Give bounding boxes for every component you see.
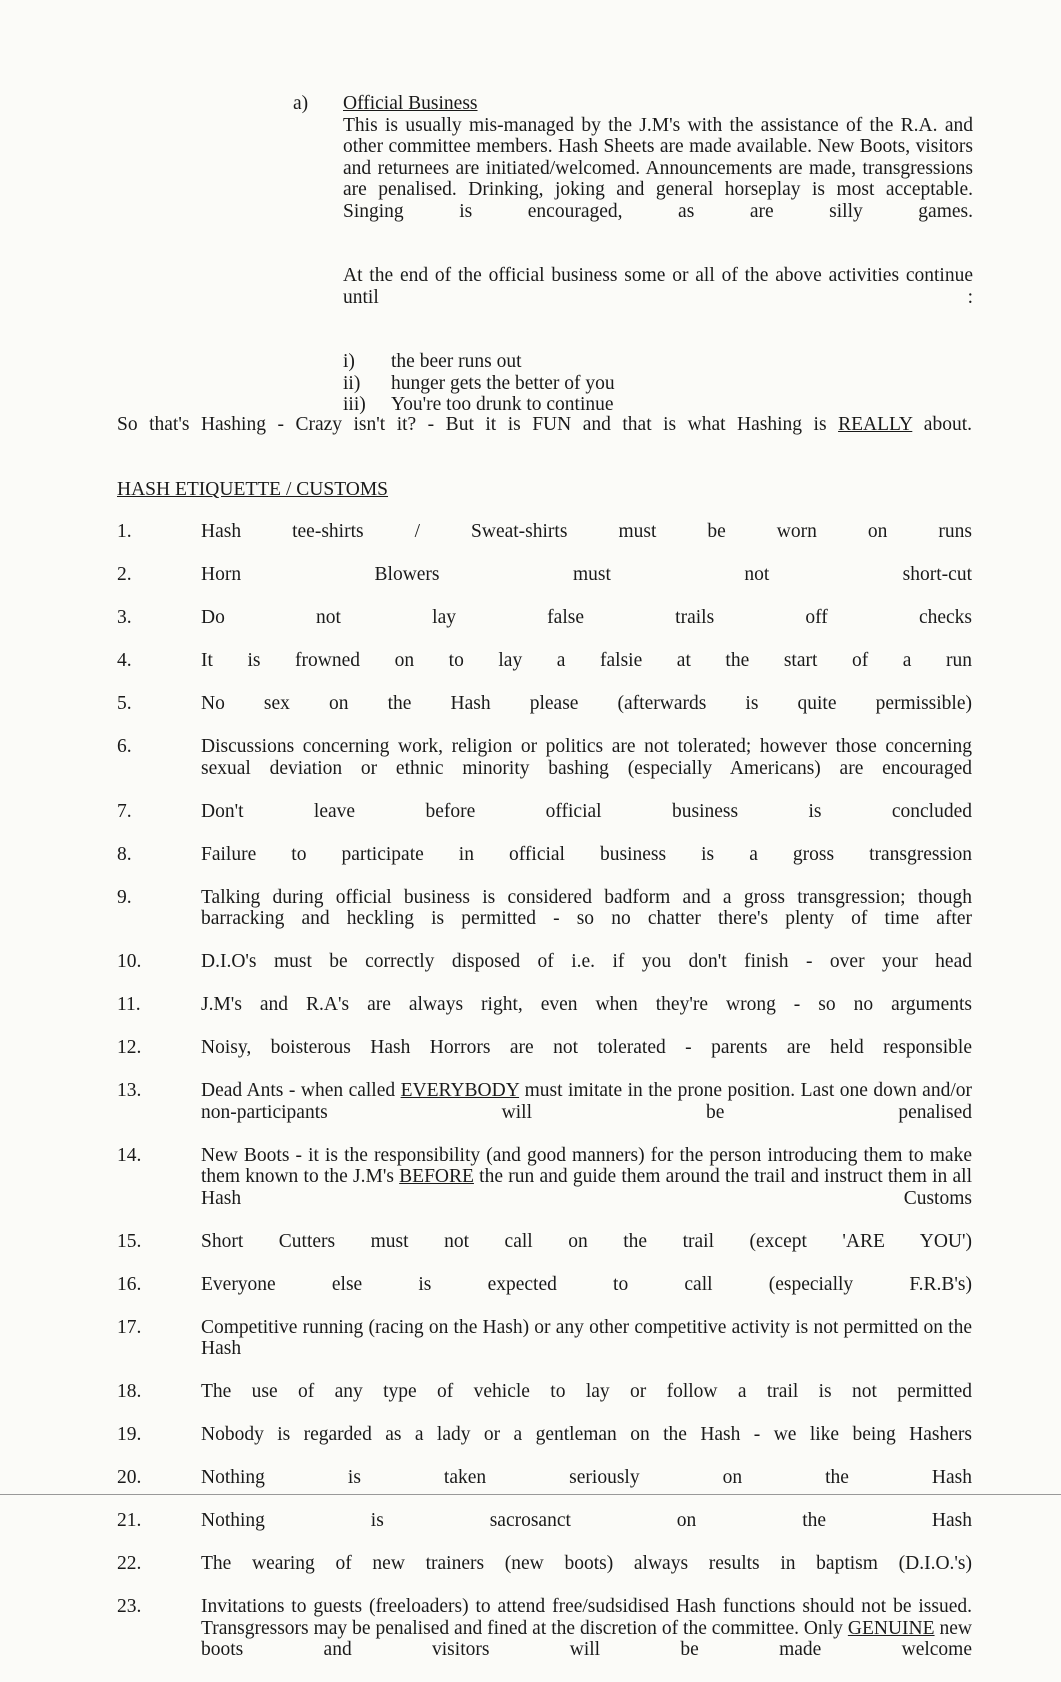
rule-text: J.M's and R.A's are always right, even when they're wrong - so no arguments bbox=[201, 994, 972, 1015]
rule-number: 3. bbox=[117, 607, 132, 628]
rule-text: The wearing of new trainers (new boots) always results in baptism (D.I.O.'s) bbox=[201, 1553, 972, 1574]
etiquette-rule bbox=[117, 521, 972, 564]
etiquette-rule bbox=[117, 887, 972, 952]
rule-number: 22. bbox=[117, 1553, 142, 1574]
rule-text: Everyone else is expected to call (especially F.R.B's) bbox=[201, 1273, 972, 1295]
etiquette-rule bbox=[117, 1424, 972, 1467]
etiquette-rule bbox=[117, 1553, 972, 1596]
rule-number: 23. bbox=[117, 1596, 142, 1617]
etiquette-rule bbox=[117, 1317, 972, 1382]
rule-number: 8. bbox=[117, 843, 132, 865]
rule-emphasis: GENUINE bbox=[847, 1617, 935, 1639]
list-item: iii) You're too drunk to continue bbox=[343, 394, 614, 415]
rule-number: 21. bbox=[117, 1510, 142, 1531]
etiquette-rule bbox=[117, 693, 972, 736]
etiquette-rule bbox=[117, 994, 972, 1037]
rule-text: Noisy, boisterous Hash Horrors are not tolerated - parents are held responsible bbox=[201, 1037, 972, 1058]
etiquette-rule bbox=[117, 844, 972, 887]
rule-number: 2. bbox=[117, 564, 132, 585]
emphasis-really: REALLY bbox=[838, 414, 913, 435]
rule-number: 20. bbox=[117, 1467, 142, 1488]
rule-emphasis: BEFORE bbox=[399, 1166, 474, 1187]
rule-number: 5. bbox=[117, 693, 132, 714]
rule-number: 12. bbox=[117, 1037, 142, 1058]
rule-text: Hash tee-shirts / Sweat-shirts must be worn on runs bbox=[201, 521, 972, 542]
rule-text: Nothing is taken seriously on the Hash bbox=[201, 1467, 972, 1488]
rule-number: 16. bbox=[117, 1273, 142, 1295]
rule-text: It is frowned on to lay a falsie at the start of a run bbox=[201, 650, 972, 671]
etiquette-rule bbox=[117, 1596, 972, 1682]
etiquette-rules-list bbox=[117, 521, 972, 1682]
rule-text: Nothing is sacrosanct on the Hash bbox=[201, 1510, 972, 1531]
etiquette-rule bbox=[117, 1231, 972, 1274]
rule-text: Failure to participate in official business is a gross transgression bbox=[201, 843, 972, 865]
rule-text: Invitations to guests (freeloaders) to attend free/sudsidised Hash functions should not be issued. Transgressors may be penalised and fined at the discretion of the committee. Only GENUINE new boots and visitors will be made welcome bbox=[201, 1596, 972, 1660]
rule-text: Nobody is regarded as a lady or a gentleman on the Hash - we like being Hashers bbox=[201, 1424, 972, 1445]
section-letter: a) bbox=[293, 93, 309, 114]
etiquette-rule bbox=[117, 1381, 972, 1424]
rule-text: Discussions concerning work, religion or politics are not tolerated; however those concerning sexual deviation or ethnic minority bashing (especially Americans) are encouraged bbox=[201, 736, 972, 779]
rule-number: 19. bbox=[117, 1424, 142, 1445]
rule-text: Horn Blowers must not short-cut bbox=[201, 564, 972, 585]
official-business-paragraph-2: At the end of the official business some or all of the above activities continue until : bbox=[343, 265, 973, 308]
rule-number: 9. bbox=[117, 886, 132, 908]
rule-text: Do not lay false trails off checks bbox=[201, 607, 972, 628]
rule-text: Talking during official business is considered badform and a gross transgression; though barracking and heckling is permitted - so no chatter there's plenty of time after bbox=[201, 886, 972, 929]
etiquette-rule bbox=[117, 951, 972, 994]
rule-emphasis: EVERYBODY bbox=[400, 1080, 520, 1101]
rule-number: 15. bbox=[117, 1230, 142, 1252]
official-business-paragraph-1: This is usually mis-managed by the J.M's with the assistance of the R.A. and other committee members. Hash Sheets are made available. New Boots, visitors and returnees are initiated/welcomed. Announcements are made, transgressions are penalised. Drinking, joking and general horseplay is most acceptable. Singing is encouraged, as are silly games. bbox=[343, 114, 973, 222]
rule-number: 7. bbox=[117, 800, 132, 822]
etiquette-rule bbox=[117, 650, 972, 693]
etiquette-rule bbox=[117, 1510, 972, 1553]
etiquette-rule bbox=[117, 1145, 972, 1231]
rule-text: Dead Ants - when called EVERYBODY must imitate in the prone position. Last one down and/or non-participants will be penalised bbox=[201, 1080, 972, 1123]
rule-text: D.I.O's must be correctly disposed of i.e. if you don't finish - over your head bbox=[201, 951, 972, 972]
rule-number: 11. bbox=[117, 994, 141, 1015]
rule-number: 18. bbox=[117, 1381, 142, 1402]
rule-number: 4. bbox=[117, 650, 132, 671]
rule-text: New Boots - it is the responsibility (and good manners) for the person introducing them to make them known to the J.M's BEFORE the run and guide them around the trail and instruct them in all Hash Customs bbox=[201, 1144, 973, 1209]
etiquette-rule bbox=[117, 1080, 972, 1145]
official-business-heading: Official Business bbox=[343, 93, 478, 114]
rule-number: 13. bbox=[117, 1080, 142, 1101]
rule-number: 17. bbox=[117, 1316, 142, 1338]
etiquette-rule bbox=[117, 736, 972, 801]
rule-number: 1. bbox=[117, 521, 132, 542]
list-item: i) the beer runs out bbox=[343, 351, 522, 372]
rule-number: 6. bbox=[117, 736, 132, 757]
etiquette-rule bbox=[117, 564, 972, 607]
page-edge-line bbox=[0, 1494, 1061, 1495]
etiquette-rule bbox=[117, 1467, 972, 1510]
etiquette-rule bbox=[117, 607, 972, 650]
rule-number: 14. bbox=[117, 1144, 142, 1166]
rule-text: Competitive running (racing on the Hash) or any other competitive activity is not permitted on the Hash bbox=[201, 1316, 972, 1359]
summary-paragraph: So that's Hashing - Crazy isn't it? - But it is FUN and that is what Hashing is REALLY about. bbox=[117, 414, 972, 435]
list-item: ii) hunger gets the better of you bbox=[343, 372, 615, 394]
etiquette-rule bbox=[117, 1274, 972, 1317]
rule-text: Don't leave before official business is concluded bbox=[201, 800, 972, 822]
etiquette-rule bbox=[117, 1037, 972, 1080]
rule-text: No sex on the Hash please (afterwards is quite permissible) bbox=[201, 693, 972, 714]
etiquette-rule bbox=[117, 801, 972, 844]
rule-text: The use of any type of vehicle to lay or follow a trail is not permitted bbox=[201, 1381, 972, 1402]
etiquette-heading: HASH ETIQUETTE / CUSTOMS bbox=[117, 479, 389, 500]
rule-text: Short Cutters must not call on the trail (except 'ARE YOU') bbox=[201, 1230, 972, 1252]
rule-number: 10. bbox=[117, 951, 142, 972]
